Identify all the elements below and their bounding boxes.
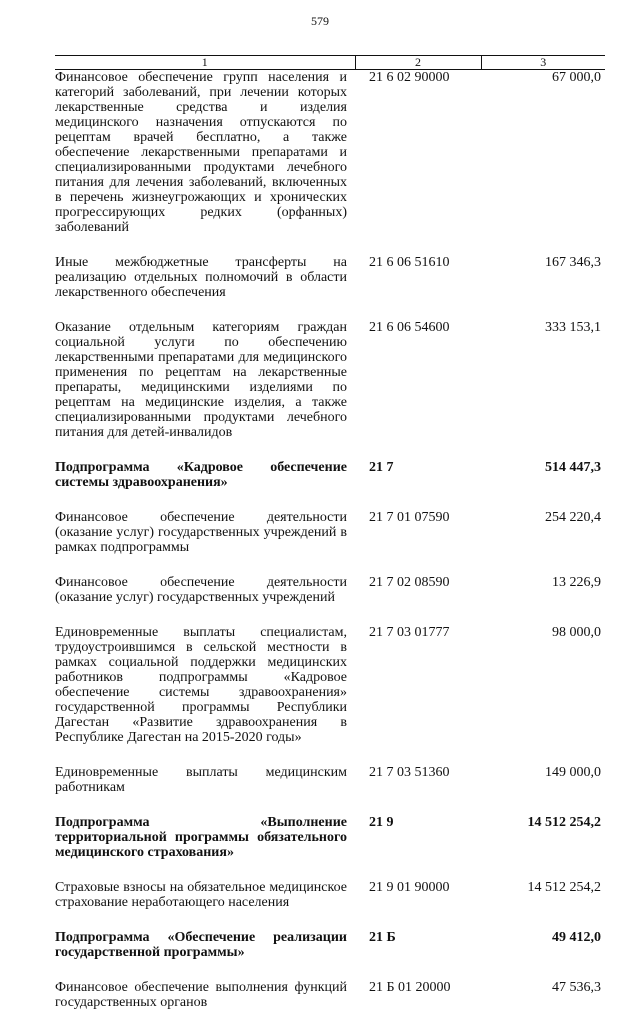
- row-amount: 47 536,3: [481, 980, 605, 1030]
- row-code: 21 7 02 08590: [355, 575, 481, 625]
- table-body: [55, 70, 605, 1030]
- row-description: Страховые взносы на обязательное медицинское страхование неработающего населения: [55, 880, 355, 930]
- row-amount: 13 226,9: [481, 575, 605, 625]
- table-row: [55, 70, 605, 256]
- table-row: [55, 765, 605, 815]
- row-code: 21 7 03 01777: [355, 625, 481, 765]
- row-description: Финансовое обеспечение деятельности (оказание услуг) государственных учреждений: [55, 575, 355, 625]
- row-code: 21 Б: [355, 930, 481, 980]
- header-col-1: 1: [55, 56, 355, 70]
- header-col-2: 2: [355, 56, 481, 70]
- table-row: [55, 510, 605, 575]
- row-description: Подпрограмма «Выполнение территориальной программы обязательного медицинского страхования»: [55, 815, 355, 880]
- table-row: [55, 460, 605, 510]
- table-row: [55, 980, 605, 1030]
- budget-table: [55, 55, 605, 1030]
- row-code: 21 9 01 90000: [355, 880, 481, 930]
- header-col-3: 3: [481, 56, 605, 70]
- row-description: Оказание отдельным категориям граждан социальной услуги по обеспечению лекарственными препаратами для медицинского применения по рецептам на лекарственные препараты, медицинскими изделиями по рецептам на медицинские изделия, а также специализированными продуктами лечебного питания для детей-инвалидов: [55, 320, 355, 460]
- table-row: [55, 320, 605, 460]
- row-code: 21 7 03 51360: [355, 765, 481, 815]
- table-row: [55, 575, 605, 625]
- table-row: [55, 625, 605, 765]
- row-amount: 67 000,0: [481, 70, 605, 256]
- row-description: Подпрограмма «Обеспечение реализации государственной программы»: [55, 930, 355, 980]
- row-amount: 14 512 254,2: [481, 815, 605, 880]
- row-amount: 14 512 254,2: [481, 880, 605, 930]
- row-amount: 149 000,0: [481, 765, 605, 815]
- row-amount: 254 220,4: [481, 510, 605, 575]
- table-header: [55, 56, 605, 70]
- row-code: 21 Б 01 20000: [355, 980, 481, 1030]
- row-description: Финансовое обеспечение групп населения и категорий заболеваний, при лечении которых лекарственные средства и изделия медицинского назначения отпускаются по рецептам врачей бесплатно, а также обеспечение лекарственными препаратами и специализированными продуктами лечебного питания для лечения заболеваний, включенных в перечень жизнеугрожающих и хронических прогрессирующих редких (орфанных) заболеваний: [55, 70, 355, 256]
- row-code: 21 6 02 90000: [355, 70, 481, 256]
- row-code: 21 6 06 54600: [355, 320, 481, 460]
- row-description: Единовременные выплаты медицинским работникам: [55, 765, 355, 815]
- row-description: Единовременные выплаты специалистам, трудоустроившимся в сельской местности в рамках социальной поддержки медицинских работников подпрограммы «Кадровое обеспечение системы здравоохранения» государственной программы Республики Дагестан «Развитие здравоохранения в Республике Дагестан на 2015-2020 годы»: [55, 625, 355, 765]
- row-description: Иные межбюджетные трансферты на реализацию отдельных полномочий в области лекарственного обеспечения: [55, 255, 355, 320]
- row-code: 21 7: [355, 460, 481, 510]
- row-amount: 167 346,3: [481, 255, 605, 320]
- row-description: Финансовое обеспечение деятельности (оказание услуг) государственных учреждений в рамках подпрограммы: [55, 510, 355, 575]
- row-amount: 333 153,1: [481, 320, 605, 460]
- row-description: Подпрограмма «Кадровое обеспечение системы здравоохранения»: [55, 460, 355, 510]
- table-row: [55, 930, 605, 980]
- row-code: 21 9: [355, 815, 481, 880]
- row-code: 21 6 06 51610: [355, 255, 481, 320]
- table-row: [55, 880, 605, 930]
- page-number: 579: [0, 14, 640, 29]
- row-amount: 98 000,0: [481, 625, 605, 765]
- table-row: [55, 815, 605, 880]
- table-row: [55, 255, 605, 320]
- row-amount: 49 412,0: [481, 930, 605, 980]
- row-code: 21 7 01 07590: [355, 510, 481, 575]
- row-description: Финансовое обеспечение выполнения функций государственных органов: [55, 980, 355, 1030]
- row-amount: 514 447,3: [481, 460, 605, 510]
